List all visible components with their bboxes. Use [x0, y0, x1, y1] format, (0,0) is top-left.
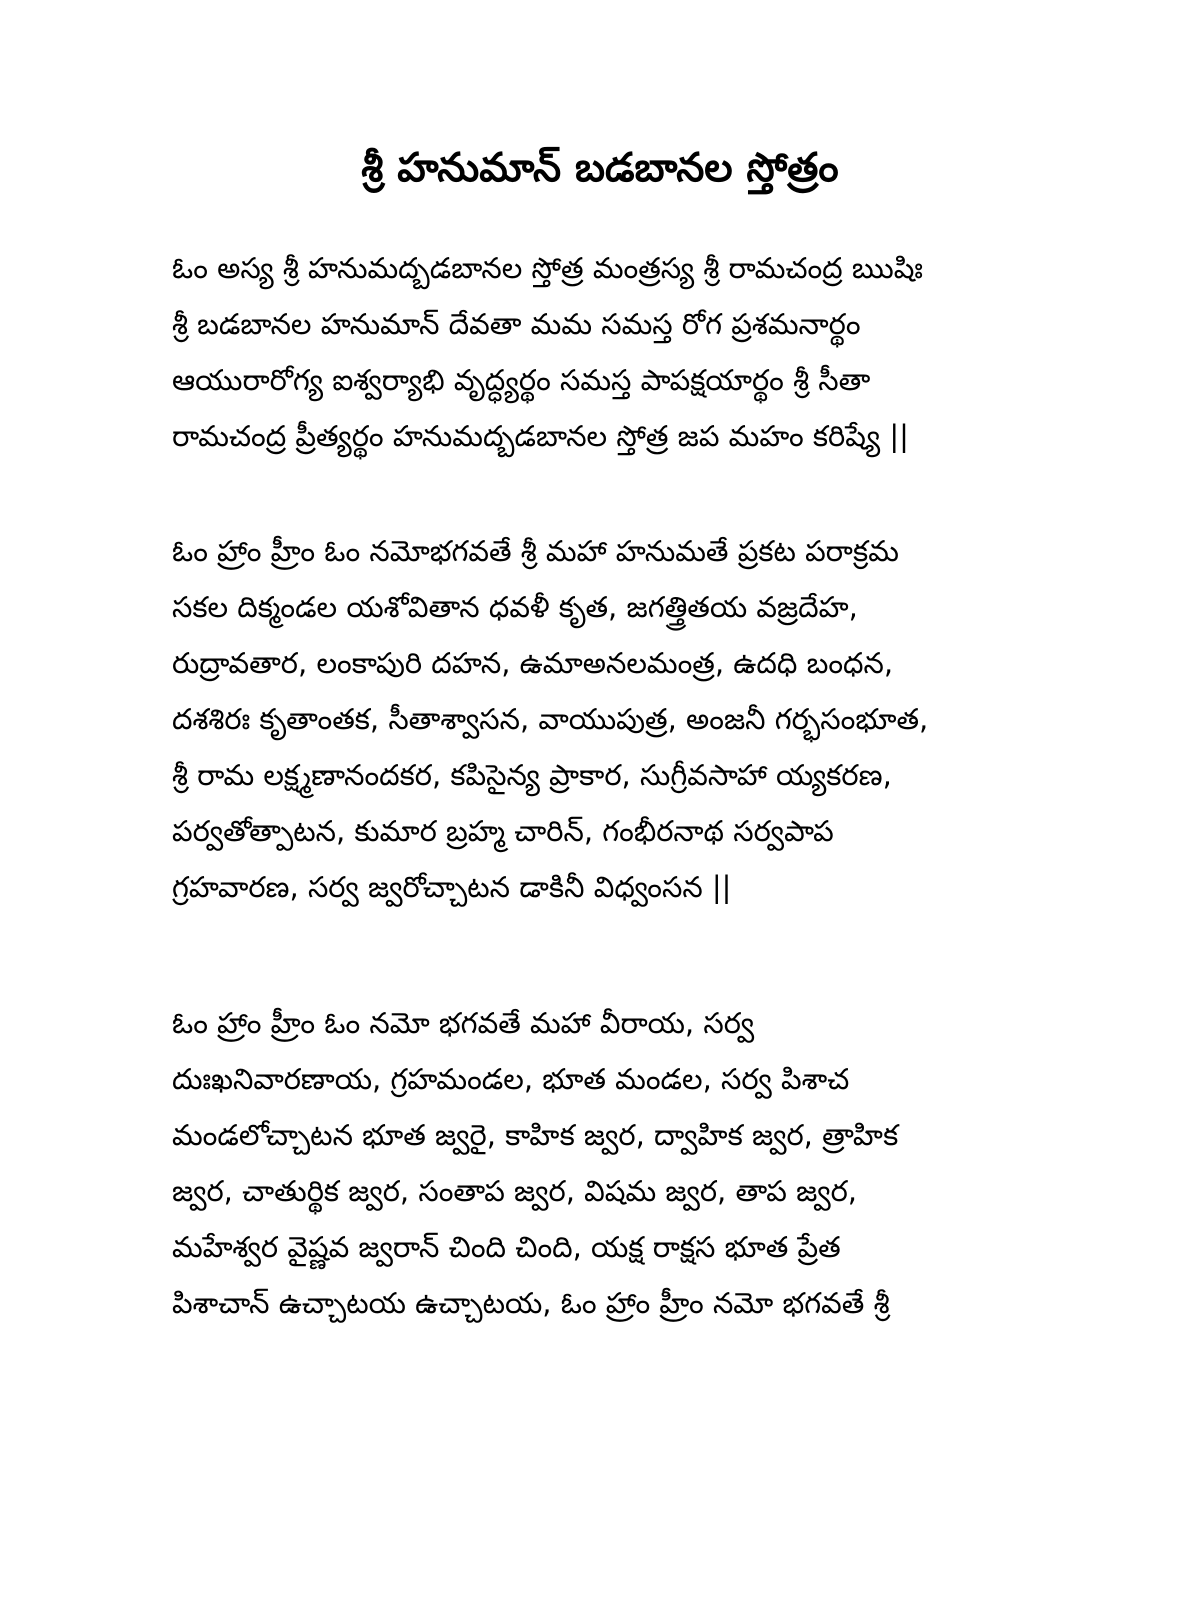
page-title: శ్రీ హనుమాన్ బడబానల స్తోత్రం: [361, 145, 839, 191]
paragraph-protection: [172, 995, 1032, 1331]
text-line: మహేశ్వర వైష్ణవ జ్వరాన్ చింది చింది, యక్ష రాక్షస భూత ప్రేత: [172, 1230, 841, 1264]
text-line: ఓం హ్రాం హ్రీం ఓం నమో భగవతే మహా వీరాయ, సర్వ: [172, 1006, 755, 1040]
text-line: ఆయురారోగ్య ఐశ్వర్యాభి వృద్ధ్యర్థం సమస్త పాపక్షయార్థం శ్రీ సీతా: [172, 363, 871, 397]
text-line: జ్వర, చాతుర్థిక జ్వర, సంతాప జ్వర, విషమ జ్వర, తాప జ్వర,: [172, 1174, 858, 1208]
text-line: పర్వతోత్పాటన, కుమార బ్రహ్మ చారిన్, గంభీరనాథ సర్వపాప: [172, 814, 834, 848]
text-line: శ్రీ బడబానల హనుమాన్ దేవతా మమ సమస్త రోగ ప్రశమనార్థం: [172, 307, 861, 341]
text-line: ఓం అస్య శ్రీ హనుమద్బడబానల స్తోత్ర మంత్రస్య శ్రీ రామచంద్ర ఋషిః: [172, 251, 923, 285]
text-line: పిశాచాన్ ఉచ్చాటయ ఉచ్చాటయ, ఓం హ్రాం హ్రీం నమో భగవతే శ్రీ: [172, 1286, 890, 1320]
text-line: దుఃఖనివారణాయ, గ్రహమండల, భూత మండల, సర్వ పిశాచ: [172, 1062, 850, 1096]
paragraph-praise: [172, 523, 1032, 915]
text-line: దశశిరః కృతాంతక, సీతాశ్వాసన, వాయుపుత్ర, అంజనీ గర్భసంభూత,: [172, 702, 929, 736]
text-line: గ్రహవారణ, సర్వ జ్వరోచ్చాటన డాకినీ విధ్వంసన ||: [172, 870, 732, 904]
text-line: సకల దిక్మండల యశోవితాన ధవళీ కృత, జగత్త్రితయ వజ్రదేహ,: [172, 590, 858, 624]
text-line: రామచంద్ర ప్రీత్యర్థం హనుమద్బడబానల స్తోత్ర జప మహం కరిష్యే ||: [172, 419, 909, 453]
text-line: శ్రీ రామ లక్ష్మణానందకర, కపిసైన్య ప్రాకార, సుగ్రీవసాహా య్యకరణ,: [172, 758, 892, 792]
text-line: రుద్రావతార, లంకాపురి దహన, ఉమాఅనలమంత్ర, ఉదధి బంధన,: [172, 646, 894, 680]
text-line: మండలోచ్చాటన భూత జ్వరై, కాహిక జ్వర, ద్వాహిక జ్వర, త్రాహిక: [172, 1118, 899, 1152]
paragraph-invocation: [172, 240, 1032, 464]
text-line: ఓం హ్రాం హ్రీం ఓం నమోభగవతే శ్రీ మహా హనుమతే ప్రకట పరాక్రమ: [172, 534, 899, 568]
